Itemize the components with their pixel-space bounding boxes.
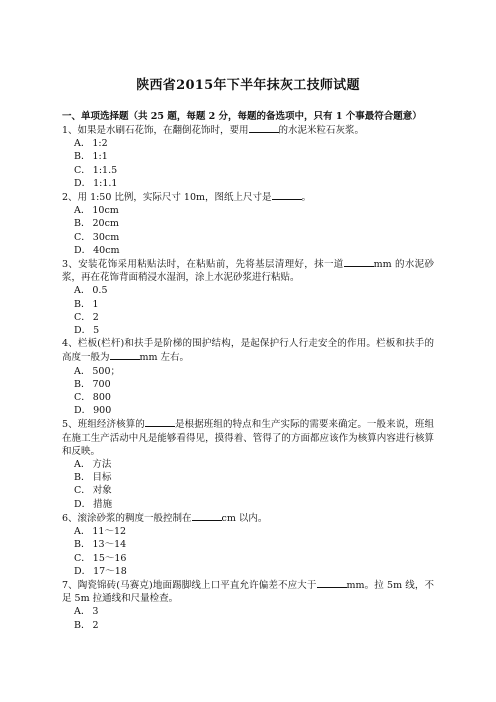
answer-option bbox=[62, 498, 434, 511]
answer-blank bbox=[317, 578, 347, 588]
answer-option bbox=[62, 565, 434, 578]
option-letter: D． bbox=[74, 244, 92, 256]
answer-option bbox=[62, 231, 434, 244]
option-letter: A． bbox=[74, 205, 91, 217]
answer-option bbox=[62, 484, 434, 497]
question-block bbox=[62, 257, 434, 337]
option-letter: D． bbox=[74, 565, 92, 577]
question-block bbox=[62, 511, 434, 578]
option-text: 3 bbox=[92, 606, 99, 618]
answer-option bbox=[62, 391, 434, 404]
option-letter: D． bbox=[74, 405, 92, 417]
question-stem bbox=[62, 337, 434, 364]
answer-blank bbox=[110, 350, 140, 360]
answer-blank bbox=[344, 257, 374, 267]
answer-blank bbox=[145, 417, 175, 427]
question-text-after: mm 的水泥砂浆，再在花饰背面稍浸水湿润，涂上水泥砂浆进行粘贴。 bbox=[62, 259, 434, 284]
document-page bbox=[62, 78, 434, 632]
question-block bbox=[62, 190, 434, 257]
option-text: 30cm bbox=[92, 231, 120, 243]
question-stem bbox=[62, 417, 434, 458]
question-text-after: 。 bbox=[301, 192, 312, 204]
answer-option bbox=[62, 284, 434, 297]
option-letter: B． bbox=[74, 378, 91, 390]
question-block bbox=[62, 417, 434, 510]
option-letter: C． bbox=[74, 485, 91, 497]
option-text: 5 bbox=[93, 325, 100, 337]
answer-option bbox=[62, 311, 434, 324]
option-text: 11～12 bbox=[92, 526, 127, 538]
answer-option bbox=[62, 204, 434, 217]
answer-option bbox=[62, 378, 434, 391]
question-text: 4、栏板(栏杆)和扶手是阶梯的围护结构，是起保护行人行走安全的作用。栏板和扶手的高度一般为 bbox=[62, 338, 434, 364]
option-text: 40cm bbox=[93, 244, 120, 256]
option-letter: B． bbox=[74, 218, 91, 230]
option-letter: D． bbox=[74, 498, 92, 510]
option-text: 17～18 bbox=[93, 565, 127, 577]
question-block bbox=[62, 337, 434, 417]
question-stem bbox=[62, 511, 434, 525]
answer-option bbox=[62, 525, 434, 538]
answer-option bbox=[62, 137, 434, 150]
question-text-after: mm 左右。 bbox=[139, 352, 190, 364]
option-text: 15～16 bbox=[92, 552, 127, 564]
question-stem bbox=[62, 257, 434, 284]
question-block bbox=[62, 123, 434, 190]
document-title: 陕西省2015年下半年抹灰工技师试题 bbox=[136, 78, 360, 93]
option-letter: C． bbox=[74, 231, 91, 243]
question-text-after: mm。拉 5m 线，不足 5m 拉通线和尺量检查。 bbox=[62, 579, 434, 605]
option-letter: C． bbox=[74, 311, 91, 323]
section-heading: 一、单项选择题（共 25 题，每题 2 分，每题的备选项中，只有 1 个事最符合题意） bbox=[62, 111, 422, 122]
option-letter: A． bbox=[74, 459, 91, 471]
option-letter: B． bbox=[74, 619, 91, 631]
option-letter: B． bbox=[74, 539, 91, 551]
answer-blank bbox=[249, 123, 279, 133]
option-text: 1:1.1 bbox=[93, 177, 118, 189]
option-letter: C． bbox=[74, 392, 91, 404]
answer-option bbox=[62, 298, 434, 311]
question-stem bbox=[62, 578, 434, 605]
option-text: 0.5 bbox=[92, 285, 108, 297]
question-text: 2、用 1:50 比例，实际尺寸 10m，图纸上尺寸是 bbox=[62, 192, 272, 204]
option-text: 对象 bbox=[92, 485, 112, 497]
option-text: 700 bbox=[92, 378, 111, 390]
option-letter: C． bbox=[74, 164, 91, 176]
answer-option bbox=[62, 365, 434, 378]
question-stem bbox=[62, 190, 434, 204]
option-letter: B． bbox=[74, 151, 91, 163]
option-list bbox=[62, 605, 434, 631]
option-letter: D． bbox=[74, 325, 92, 337]
option-text: 2 bbox=[92, 311, 99, 323]
option-list bbox=[62, 525, 434, 578]
answer-option bbox=[62, 619, 434, 632]
question-text-after: 的水泥米粒石灰浆。 bbox=[278, 125, 365, 136]
question-text: 1、如果是水刷石花饰，在翻倒花饰时，要用 bbox=[62, 125, 249, 136]
option-letter: D． bbox=[74, 177, 92, 189]
answer-option bbox=[62, 164, 434, 177]
answer-option bbox=[62, 552, 434, 565]
question-text-after: cm 以内。 bbox=[221, 512, 268, 524]
option-text: 500； bbox=[92, 365, 121, 377]
answer-option bbox=[62, 471, 434, 484]
answer-option bbox=[62, 324, 434, 337]
question-text: 3、安装花饰采用粘贴法时，在粘贴前，先将基层清理好，抹一道 bbox=[62, 259, 344, 271]
option-text: 10cm bbox=[92, 205, 119, 217]
question-text-after: 是根据班组的特点和生产实际的需要来确定。一般来说，班组在施工生产活动中凡是能够看得见，摸得着、管得了的方面都应该作为核算内容进行核算和反映。 bbox=[62, 419, 434, 457]
question-list bbox=[62, 123, 434, 632]
question-text: 5、班组经济核算的 bbox=[62, 419, 145, 431]
option-text: 13～14 bbox=[92, 539, 127, 551]
option-letter: C． bbox=[74, 552, 91, 564]
option-text: 目标 bbox=[92, 472, 112, 484]
option-text: 1:1.5 bbox=[92, 164, 118, 176]
answer-option bbox=[62, 244, 434, 257]
option-letter: A． bbox=[74, 365, 91, 377]
option-letter: B． bbox=[74, 298, 91, 310]
question-text: 7、陶瓷锦砖(马赛克)地面踢脚线上口平直允许偏差不应大于 bbox=[62, 579, 317, 591]
option-text: 1 bbox=[92, 298, 99, 310]
option-text: 900 bbox=[93, 405, 112, 417]
option-list bbox=[62, 365, 434, 418]
answer-option bbox=[62, 605, 434, 618]
question-text: 6、滚涂砂浆的稠度一般控制在 bbox=[62, 512, 192, 524]
option-list bbox=[62, 458, 434, 511]
option-list bbox=[62, 137, 434, 190]
answer-option bbox=[62, 404, 434, 417]
answer-option bbox=[62, 458, 434, 471]
option-list bbox=[62, 284, 434, 337]
answer-blank bbox=[272, 190, 302, 200]
answer-option bbox=[62, 538, 434, 551]
answer-option bbox=[62, 217, 434, 230]
option-text: 1:2 bbox=[92, 138, 108, 150]
answer-option bbox=[62, 177, 434, 190]
option-list bbox=[62, 204, 434, 257]
option-text: 2 bbox=[92, 619, 99, 631]
option-letter: A． bbox=[74, 285, 91, 297]
question-stem bbox=[62, 123, 434, 137]
question-block bbox=[62, 578, 434, 632]
option-letter: A． bbox=[74, 606, 91, 618]
option-text: 方法 bbox=[92, 459, 112, 471]
option-letter: A． bbox=[74, 526, 91, 538]
option-letter: A． bbox=[74, 138, 91, 150]
answer-blank bbox=[192, 511, 222, 521]
option-text: 800 bbox=[92, 392, 111, 404]
option-letter: B． bbox=[74, 472, 91, 484]
answer-option bbox=[62, 150, 434, 163]
option-text: 1:1 bbox=[92, 151, 108, 163]
option-text: 措施 bbox=[93, 498, 113, 510]
option-text: 20cm bbox=[92, 218, 119, 230]
